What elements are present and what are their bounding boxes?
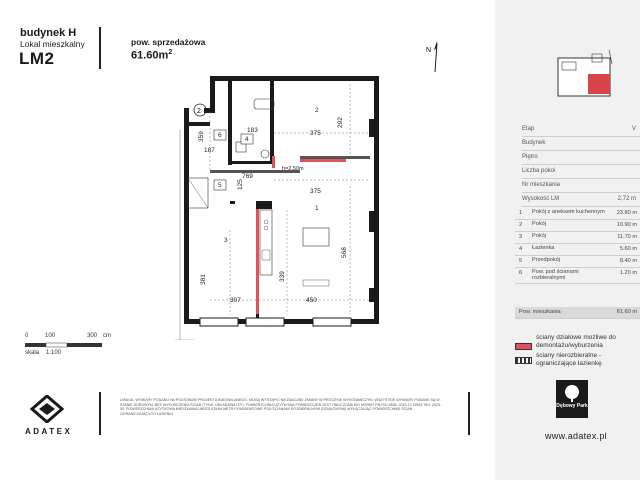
room-row-6: 6 Pow. pod ścianami rozbieralnymi 1.20 m [515,268,640,284]
building-label: budynek H [20,27,77,39]
scale-unit: cm [103,333,111,339]
footer-divider-right [468,392,470,435]
adatex-logo-icon [30,395,64,423]
info-row-height: Wysokość LM 2,72 m [522,193,640,207]
legend-swatch-red [515,343,532,350]
debowy-park-text: Dębowy Park [556,403,588,409]
info-row-stage: Etap V [522,123,640,137]
dim-125: 125 [237,179,244,190]
area-label: pow. sprzedażowa [131,37,206,47]
toilet-icon [261,150,269,158]
room-2-height: 292 [337,117,344,128]
room-6-num: 6 [218,132,222,139]
area-unit-sup: 2 [168,49,173,56]
room-3-num: 3 [224,237,228,244]
room-4-width: 183 [247,127,258,134]
kitchen-counter [260,210,272,275]
floor-plan [170,70,410,340]
brand-name: ADATEX [25,427,73,436]
info-row-number: Nr mieszkania [522,179,640,193]
scale-ratio: 1:100 [46,350,62,356]
room-row-4: 4 Łazienka 5.60 m [515,244,640,256]
legend-item-demolishable: ściany działowe możliwe do demontażu/wyburzenia [536,334,616,349]
room-1-width: 375 [310,188,321,195]
compass-letter: N [426,47,432,54]
room-2-width: 375 [310,130,321,137]
total-area-row: Pow. mieszkania 61.60 m [515,307,640,319]
stairs-marker: 2 [197,108,201,115]
room-3-height: 381 [200,274,207,285]
room-row-3: 3 Pokój 11.70 m [515,232,640,244]
dim-450: 450 [306,297,317,304]
scale-300: 300 [87,333,98,339]
room-2-num: 2 [315,107,319,114]
room-row-1: 1 Pokój z aneksem kuchennym 23.80 m [515,208,640,220]
unit-type-label: Lokal mieszkalny [20,39,85,49]
scale-100: 100 [45,333,56,339]
legend-swatch-hatched [515,357,532,364]
room-4-num: 4 [245,136,249,143]
footer-divider [99,392,101,435]
debowy-park-logo [556,380,588,418]
dim-339: 339 [279,271,286,282]
sofa-icon [303,228,329,246]
area-value [131,49,172,62]
room-row-5: 5 Przedpokój 8.40 m [515,256,640,268]
compass-icon [424,38,448,74]
disclaimer-text: UWAGA: WYMIARY PODANO NA PODSTAWIE PROJEKTU BUDOWLANEGO. MOGĄ WYSTĄPIĆ NIEZNACZNE ZMIANY W PROCESIE WYKONAWCZYM. WSZYSTKIE WYMIARY PODANE SĄ W STANIE SUROWYM, BEZ WYKOŃCZENIA ŚCIAN (TYNK, OKŁADZINA ITP.). POWIERZCHNIA UŻYTKOWA POMIESZCZEŃ JEST OBLICZONA WG NORMY PN-ISO 9836: 2015-12 ORAZ ISO: 2020-09. POWIERZCHNIA UŻYTKOWA MIESZKANIA UWZGLĘDNIA METRY KWADRATOWE POD ŚCIANAMI ROZBIERALNYMI (DZIAŁOWYMI) WYŁĄCZAJĄC POWIERZCHNIĘ ŚCIAN OGRANICZAJĄCYCH ŁAZIENKI. [120,398,442,416]
room-1-num: 1 [315,205,319,212]
key-plan-thumbnail [548,50,620,100]
info-row-rooms: Liczba pokoi [522,165,640,179]
room-row-2: 2 Pokój 10.90 m [515,220,640,232]
website-link[interactable]: www.adatex.pl [545,431,607,441]
info-row-floor: Piętro [522,151,640,165]
room-1-height: 568 [341,247,348,258]
unit-code: LM2 [19,49,55,68]
dim-769: 769 [242,173,253,180]
room-6-height: 359 [198,131,205,142]
header-divider [99,27,101,69]
scale-label: skala [25,350,40,356]
legend-item-fixed: ściany nierozbieralne - ograniczające łazienkę [536,352,602,367]
scale-0: 0 [25,333,29,339]
tree-icon [556,383,588,403]
room-5-num: 5 [218,182,222,189]
info-row-building: Budynek [522,137,640,151]
room-6-width: 187 [204,147,215,154]
room-3-width: 307 [230,297,241,304]
area-value-number: 61.60m [131,49,169,62]
height-note: h=2,50m [282,166,304,172]
demolishable-walls [256,156,346,314]
